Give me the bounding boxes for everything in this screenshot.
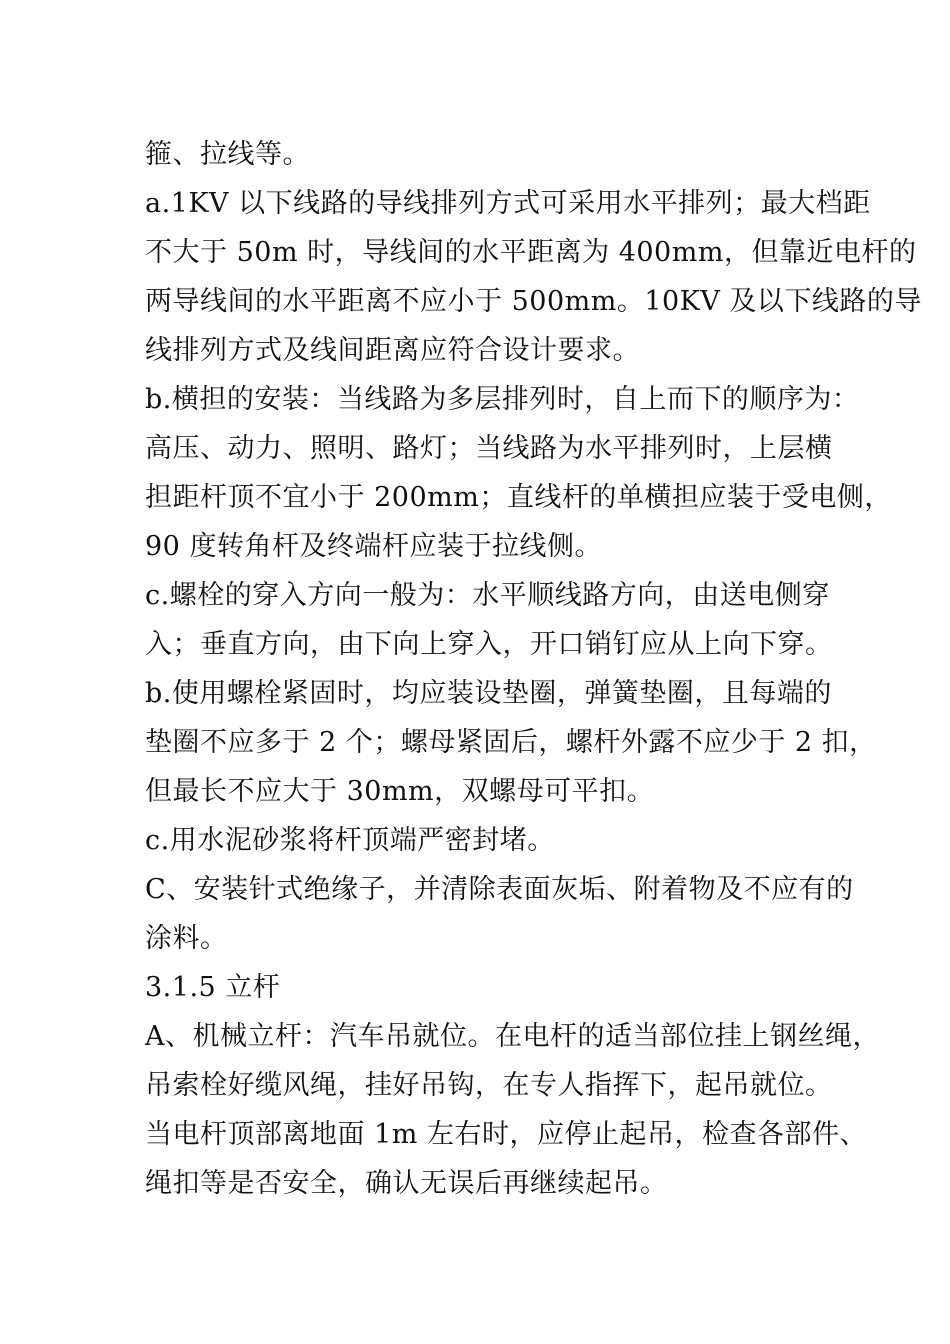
text-line: 不大于 50m 时，导线间的水平距离为 400mm，但靠近电杆的 (145, 237, 917, 268)
text-line: 吊索栓好缆风绳，挂好吊钩，在专人指挥下，起吊就位。 (145, 1070, 833, 1101)
text-line: 线排列方式及线间距离应符合设计要求。 (145, 335, 640, 366)
text-line: 入；垂直方向，由下向上穿入，开口销钉应从上向下穿。 (145, 629, 833, 660)
document-body (145, 130, 922, 1208)
text-line: 但最长不应大于 30mm，双螺母可平扣。 (145, 776, 655, 807)
text-line: 绳扣等是否安全，确认无误后再继续起吊。 (145, 1168, 668, 1199)
text-line: 两导线间的水平距离不应小于 500mm。10KV 及以下线路的导 (145, 286, 922, 317)
text-line: b.使用螺栓紧固时，均应装设垫圈，弹簧垫圈，且每端的 (145, 678, 832, 709)
text-line: c.螺栓的穿入方向一般为：水平顺线路方向，由送电侧穿 (145, 580, 830, 611)
section-heading: 3.1.5 立杆 (145, 972, 281, 1003)
text-line: 涂料。 (145, 923, 228, 954)
text-line: b.横担的安装：当线路为多层排列时，自上而下的顺序为： (145, 384, 860, 415)
text-line: 高压、动力、照明、路灯；当线路为水平排列时，上层横 (145, 433, 833, 464)
text-line: c.用水泥砂浆将杆顶端严密封堵。 (145, 825, 555, 856)
text-line: 担距杆顶不宜小于 200mm；直线杆的单横担应装于受电侧， (145, 482, 892, 513)
text-line: 当电杆顶部离地面 1m 左右时，应停止起吊，检查各部件、 (145, 1119, 867, 1150)
text-line: a.1KV 以下线路的导线排列方式可采用水平排列；最大档距 (145, 188, 871, 219)
text-line: A、机械立杆：汽车吊就位。在电杆的适当部位挂上钢丝绳， (145, 1021, 880, 1052)
text-line: 90 度转角杆及终端杆应装于拉线侧。 (145, 531, 602, 562)
text-line: 箍、拉线等。 (145, 139, 310, 170)
text-line: 垫圈不应多于 2 个；螺母紧固后，螺杆外露不应少于 2 扣， (145, 727, 877, 758)
text-line: C、安装针式绝缘子，并清除表面灰垢、附着物及不应有的 (145, 874, 854, 905)
